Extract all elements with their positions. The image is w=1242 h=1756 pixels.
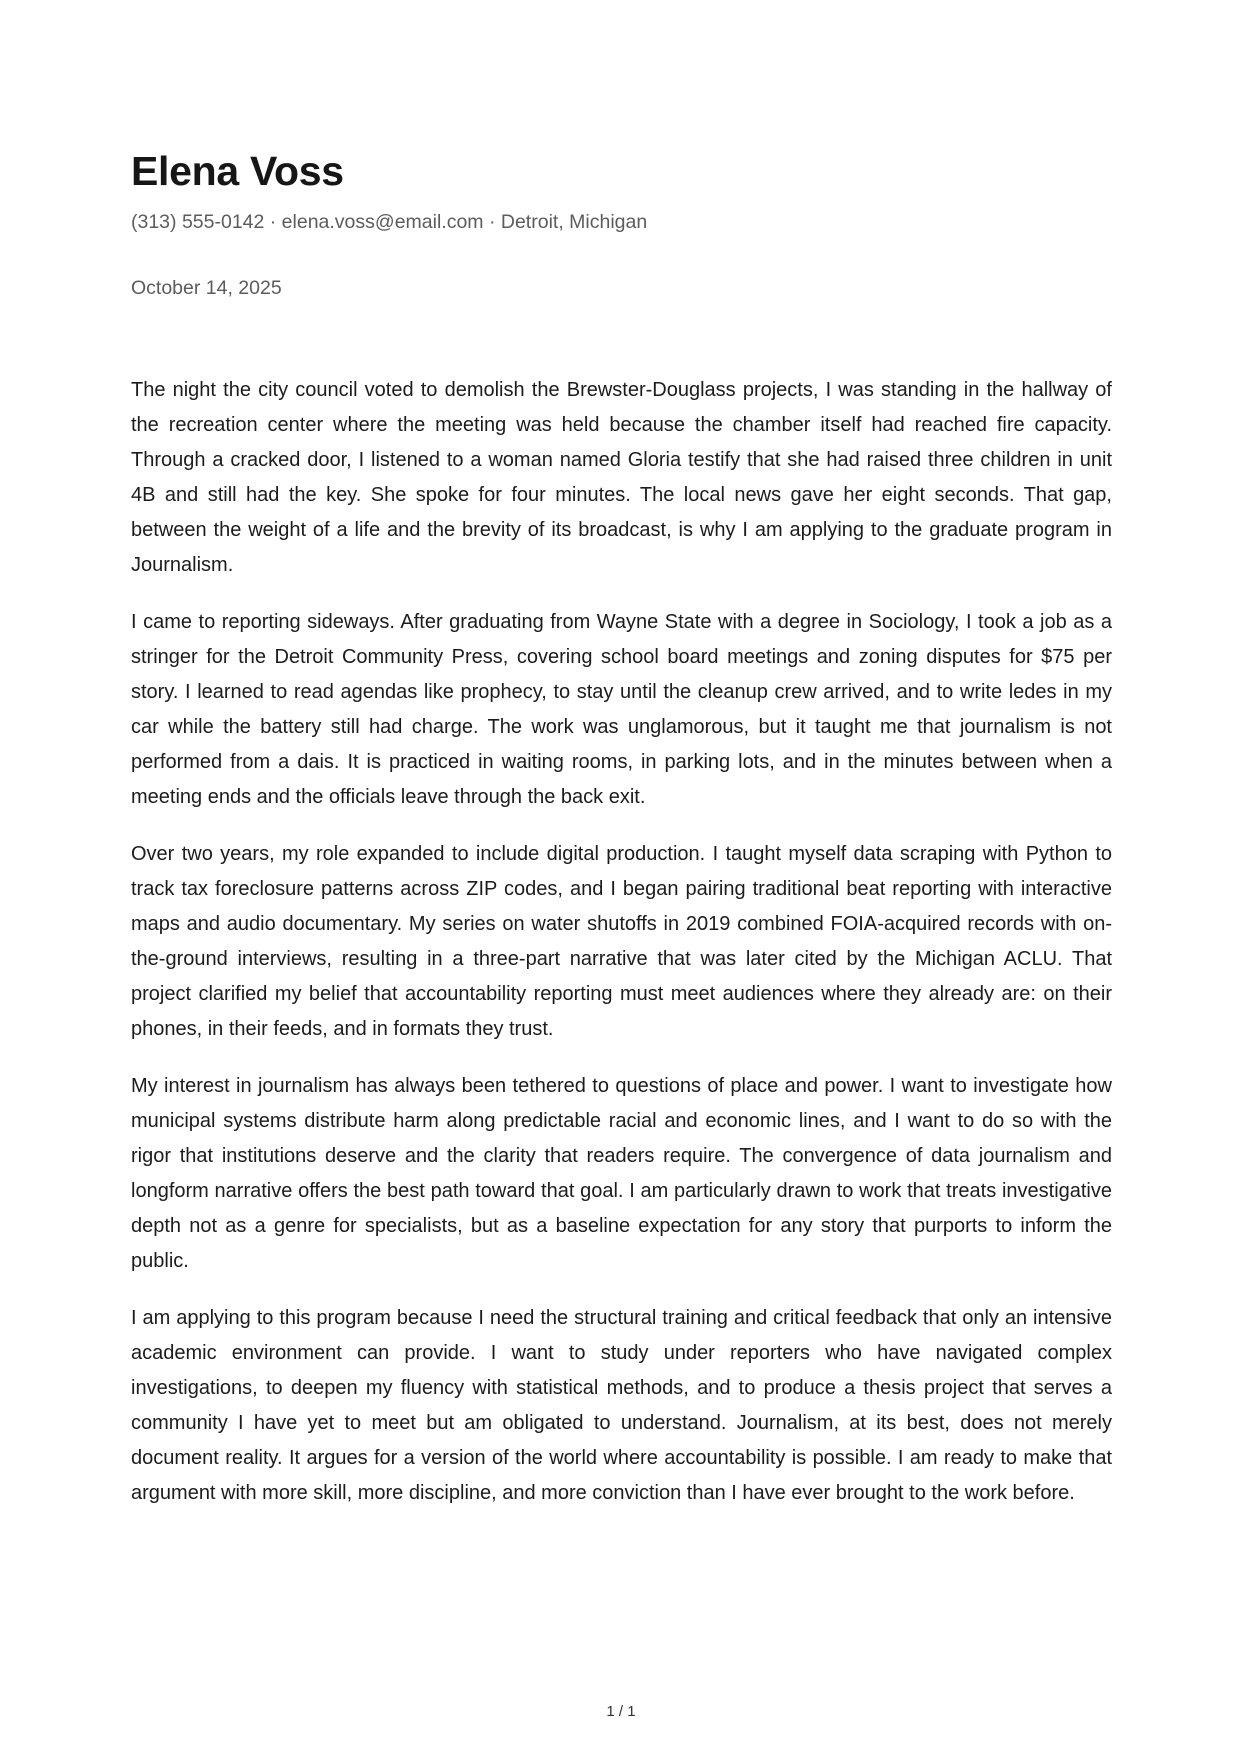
contact-line: (313) 555-0142 · elena.voss@email.com · Detroit, Michigan [131, 211, 648, 233]
paragraph: My interest in journalism has always been tethered to questions of place and power. I want to investigate how municipal systems distribute harm along predictable racial and economic lines, and I want to do so with the rigor that institutions deserve and the clarity that readers require. The convergence of data journalism and longform narrative offers the best path toward that goal. I am particularly drawn to work that treats investigative depth not as a genre for specialists, but as a baseline expectation for any story that purports to inform the public. [131, 1075, 1112, 1272]
paragraph: The night the city council voted to demolish the Brewster-Douglass projects, I was standing in the hallway of the recreation center where the meeting was held because the chamber itself had reached fire capacity. Through a cracked door, I listened to a woman named Gloria testify that she had raised three children in unit 4B and still had the key. She spoke for four minutes. The local news gave her eight seconds. That gap, between the weight of a life and the brevity of its broadcast, is why I am applying to the graduate program in Journalism. [131, 379, 1112, 576]
author-name: Elena Voss [131, 148, 344, 194]
paragraph: I am applying to this program because I need the structural training and critical feedback that only an intensive academic environment can provide. I want to study under reporters who have navigated complex investigations, to deepen my fluency with statistical methods, and to produce a thesis project that serves a community I have yet to meet but am obligated to understand. Journalism, at its best, does not merely document reality. It argues for a version of the world where accountability is possible. I am ready to make that argument with more skill, more discipline, and more conviction than I have ever brought to the work before. [131, 1307, 1112, 1504]
page-number: 1 / 1 [606, 1703, 636, 1720]
paragraph: I came to reporting sideways. After graduating from Wayne State with a degree in Sociology, I took a job as a stringer for the Detroit Community Press, covering school board meetings and zoning disputes for $75 per story. I learned to read agendas like prophecy, to stay until the cleanup crew arrived, and to write ledes in my car while the battery still had charge. The work was unglamorous, but it taught me that journalism is not performed from a dais. It is practiced in waiting rooms, in parking lots, and in the minutes between when a meeting ends and the officials leave through the back exit. [131, 611, 1112, 808]
letter-date: October 14, 2025 [131, 277, 282, 299]
letter-body [131, 373, 1112, 1533]
paragraph: Over two years, my role expanded to include digital production. I taught myself data scraping with Python to track tax foreclosure patterns across ZIP codes, and I began pairing traditional beat reporting with interactive maps and audio documentary. My series on water shutoffs in 2019 combined FOIA-acquired records with on-the-ground interviews, resulting in a three-part narrative that was later cited by the Michigan ACLU. That project clarified my belief that accountability reporting must meet audiences where they already are: on their phones, in their feeds, and in formats they trust. [131, 843, 1112, 1040]
